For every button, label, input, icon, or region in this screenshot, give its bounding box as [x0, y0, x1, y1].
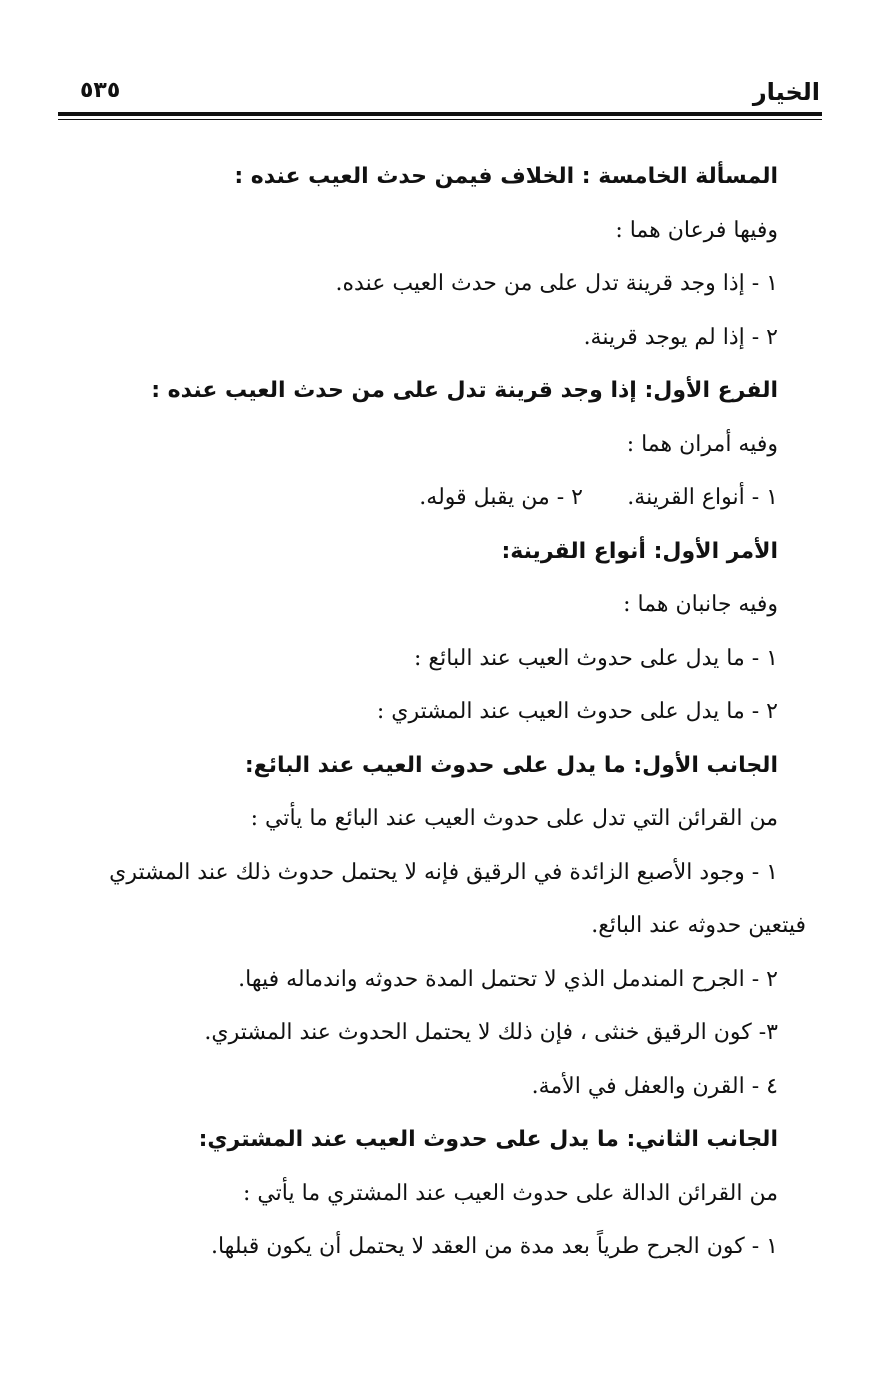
janib1-item-1-line-1: ١ - وجود الأصبع الزائدة في الرقيق فإنه لا يحتمل حدوث ذلك عند المشتري [109, 859, 778, 885]
janib1-item-3: ٣- كون الرقيق خنثى ، فإن ذلك لا يحتمل الحدوث عند المشتري. [204, 1020, 778, 1045]
running-header [60, 78, 820, 108]
far1-heading: الفرع الأول: إذا وجد قرينة تدل على من حدث العيب عنده : [151, 378, 778, 403]
far1-items-row [48, 471, 778, 525]
masala-item-2: ٢ - إذا لم يوجد قرينة. [583, 324, 778, 350]
janib1-item-4: ٤ - القرن والعفل في الأمة. [531, 1073, 778, 1099]
far1-item-1: ١ - أنواع القرينة. [627, 485, 778, 510]
janib1-item-1-line-2: فيتعين حدوثه عند البائع. [591, 913, 806, 938]
page-number: ٥٣٥ [80, 78, 121, 103]
amr1-heading: الأمر الأول: أنواع القرينة: [501, 538, 778, 564]
header-rule-thick [58, 112, 822, 116]
page-body [48, 150, 806, 1274]
amr1-item-1: ١ - ما يدل على حدوث العيب عند البائع : [414, 645, 778, 671]
header-rule-thin [58, 119, 822, 120]
amr1-item-2: ٢ - ما يدل على حدوث العيب عند المشتري : [376, 699, 778, 724]
masala-heading: المسألة الخامسة : الخلاف فيمن حدث العيب عنده : [234, 164, 778, 189]
far1-intro: وفيه أمران هما : [626, 431, 778, 457]
janib2-heading: الجانب الثاني: ما يدل على حدوث العيب عند المشتري: [198, 1127, 778, 1152]
janib1-item-2: ٢ - الجرح المندمل الذي لا تحتمل المدة حدوثه واندماله فيها. [238, 966, 778, 992]
chapter-title: الخيار [752, 78, 820, 106]
amr1-intro: وفيه جانبان هما : [623, 592, 778, 617]
janib1-heading: الجانب الأول: ما يدل على حدوث العيب عند البائع: [244, 752, 778, 778]
janib2-intro: من القرائن الدالة على حدوث العيب عند المشتري ما يأتي : [242, 1180, 778, 1206]
far1-item-2: ٢ - من يقبل قوله. [419, 485, 583, 510]
masala-intro: وفيها فرعان هما : [615, 217, 778, 243]
masala-item-1: ١ - إذا وجد قرينة تدل على من حدث العيب عنده. [335, 271, 778, 296]
janib2-item-1: ١ - كون الجرح طرياً بعد مدة من العقد لا يحتمل أن يكون قبلها. [210, 1234, 778, 1259]
janib1-intro: من القرائن التي تدل على حدوث العيب عند البائع ما يأتي : [250, 806, 778, 831]
